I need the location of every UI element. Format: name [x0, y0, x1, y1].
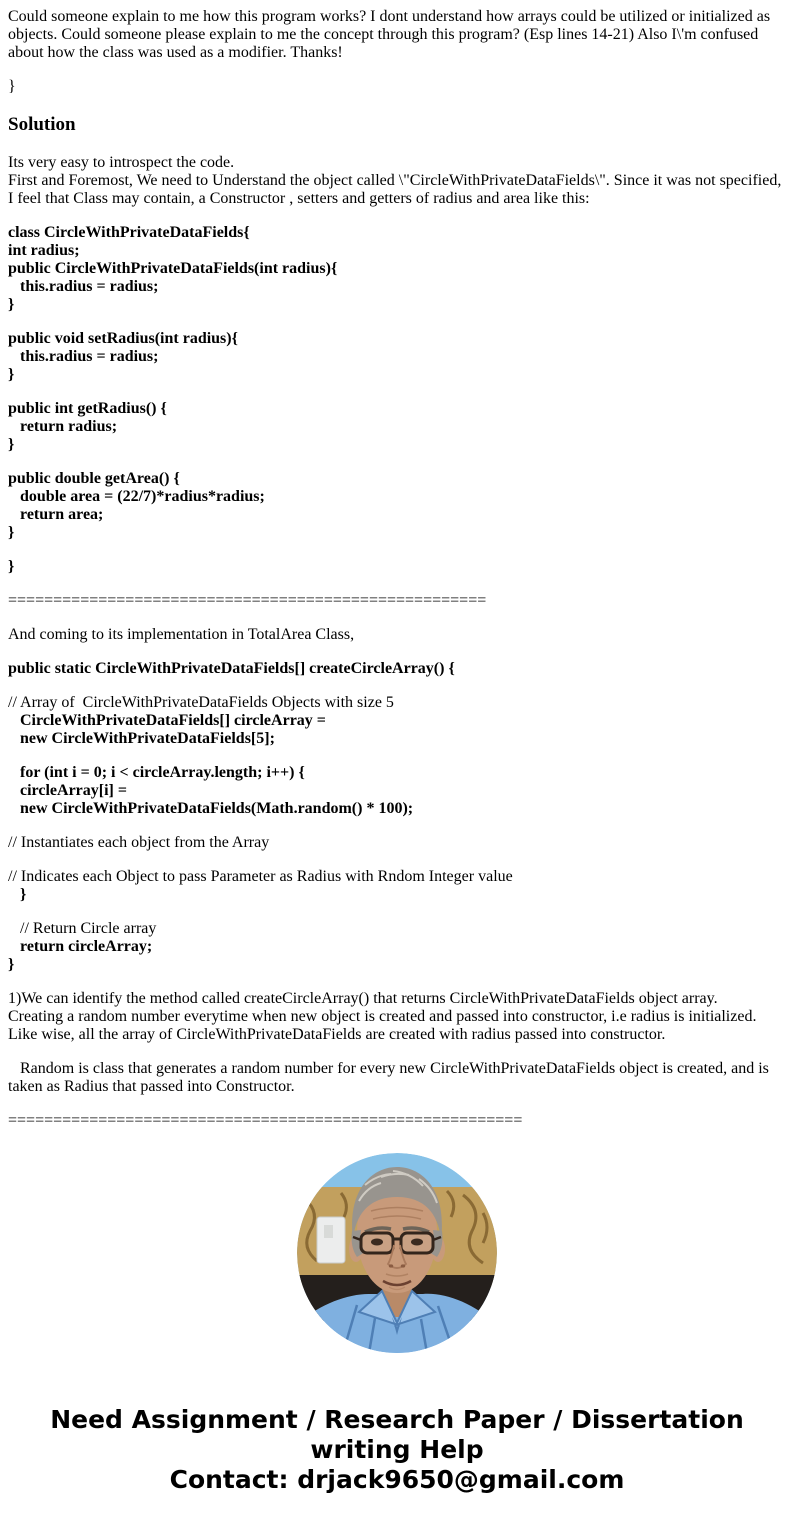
- footer-contact-email: Contact: drjack9650@gmail.com: [169, 1465, 625, 1494]
- text-line: 1)We can identify the method called createCircleArray() that returns CircleWithPrivateDataFields object array.: [8, 990, 718, 1007]
- code-line: return radius;: [8, 418, 118, 435]
- text-line: Like wise, all the array of CircleWithPrivateDataFields are created with radius passed into constructor.: [8, 1026, 666, 1043]
- code-array-declaration: [8, 694, 786, 748]
- code-line: }: [8, 886, 27, 903]
- code-line: return area;: [8, 506, 104, 523]
- code-line: new CircleWithPrivateDataFields[5];: [8, 730, 275, 747]
- comment-instantiates: [8, 834, 786, 852]
- code-for-loop: [8, 764, 786, 818]
- code-line: CircleWithPrivateDataFields[] circleArray =: [8, 712, 326, 729]
- separator-text: =========================================================: [8, 1112, 523, 1129]
- code-line: Solution: [8, 114, 76, 135]
- eye-left: [371, 1239, 383, 1246]
- separator-text: =====================================================: [8, 592, 487, 609]
- code-line: public CircleWithPrivateDataFields(int radius){: [8, 260, 338, 277]
- code-line: circleArray[i] =: [8, 782, 127, 799]
- code-line: int radius;: [8, 242, 80, 259]
- text-line: I feel that Class may contain, a Constructor , setters and getters of radius and area like this:: [8, 190, 590, 207]
- footer-help-line-1: Need Assignment / Research Paper / Dissertation: [50, 1405, 744, 1434]
- code-line: public void setRadius(int radius){: [8, 330, 238, 347]
- code-line: this.radius = radius;: [8, 348, 159, 365]
- code-return-block: [8, 920, 786, 974]
- code-line: public double getArea() {: [8, 470, 180, 487]
- avatar: [297, 1153, 497, 1353]
- footer-banner: [0, 1405, 794, 1523]
- solution-heading: [8, 114, 786, 136]
- explanation-paragraph-2: [8, 1060, 786, 1096]
- text-line: taken as Radius that passed into Constructor.: [8, 1078, 295, 1095]
- question-paragraph: [8, 8, 786, 62]
- code-get-radius: [8, 400, 786, 454]
- code-line: return circleArray;: [8, 938, 153, 955]
- text-line: Could someone explain to me how this program works? I dont understand how arrays could be utilized or initialized as: [8, 8, 771, 25]
- explanation-paragraph-1: [8, 990, 786, 1044]
- text-line: }: [8, 78, 16, 95]
- text-line: about how the class was used as a modifier. Thanks!: [8, 44, 343, 61]
- code-line: public int getRadius() {: [8, 400, 167, 417]
- comment-indicates: [8, 868, 786, 904]
- text-line: objects. Could someone please explain to me the concept through this program? (Esp lines 14-21) Also I\'m confused: [8, 26, 759, 43]
- code-line: }: [8, 436, 15, 453]
- avatar-container: [0, 1153, 794, 1353]
- code-line: class CircleWithPrivateDataFields{: [8, 224, 250, 241]
- text-line: // Return Circle array: [8, 920, 157, 937]
- code-class-declaration: [8, 224, 786, 314]
- intro-paragraph: [8, 154, 786, 208]
- separator-line: [8, 1112, 786, 1130]
- stray-brace: [8, 78, 786, 96]
- code-get-area: [8, 470, 786, 542]
- footer-help-line-2: writing Help: [310, 1435, 484, 1464]
- code-line: }: [8, 366, 15, 383]
- code-line: double area = (22/7)*radius*radius;: [8, 488, 265, 505]
- implementation-intro: [8, 626, 786, 644]
- code-line: }: [8, 296, 15, 313]
- text-line: // Array of CircleWithPrivateDataFields Objects with size 5: [8, 694, 394, 711]
- text-line: Random is class that generates a random number for every new CircleWithPrivateDataFields object is created, and is: [8, 1060, 769, 1077]
- text-line: // Indicates each Object to pass Parameter as Radius with Rndom Integer value: [8, 868, 513, 885]
- text-line: And coming to its implementation in TotalArea Class,: [8, 626, 355, 643]
- separator-line: [8, 592, 786, 610]
- code-line: for (int i = 0; i < circleArray.length; i++) {: [8, 764, 305, 781]
- code-line: }: [8, 558, 15, 575]
- text-line: Creating a random number everytime when new object is created and passed into constructor, i.e radius is initialized.: [8, 1008, 757, 1025]
- text-line: // Instantiates each object from the Array: [8, 834, 270, 851]
- code-line: new CircleWithPrivateDataFields(Math.random() * 100);: [8, 800, 414, 817]
- light-switch-panel: [317, 1217, 345, 1263]
- code-line: public static CircleWithPrivateDataFields[] createCircleArray() {: [8, 660, 455, 677]
- eye-right: [411, 1239, 423, 1246]
- code-create-circle-array-signature: [8, 660, 786, 678]
- tutor-photo: [297, 1153, 497, 1353]
- code-line: this.radius = radius;: [8, 278, 159, 295]
- code-line: }: [8, 956, 15, 973]
- code-set-radius: [8, 330, 786, 384]
- code-closing-brace: [8, 558, 786, 576]
- code-line: }: [8, 524, 15, 541]
- text-line: First and Foremost, We need to Understand the object called \"CircleWithPrivateDataFields\". Since it was not specified,: [8, 172, 782, 189]
- text-line: Its very easy to introspect the code.: [8, 154, 235, 171]
